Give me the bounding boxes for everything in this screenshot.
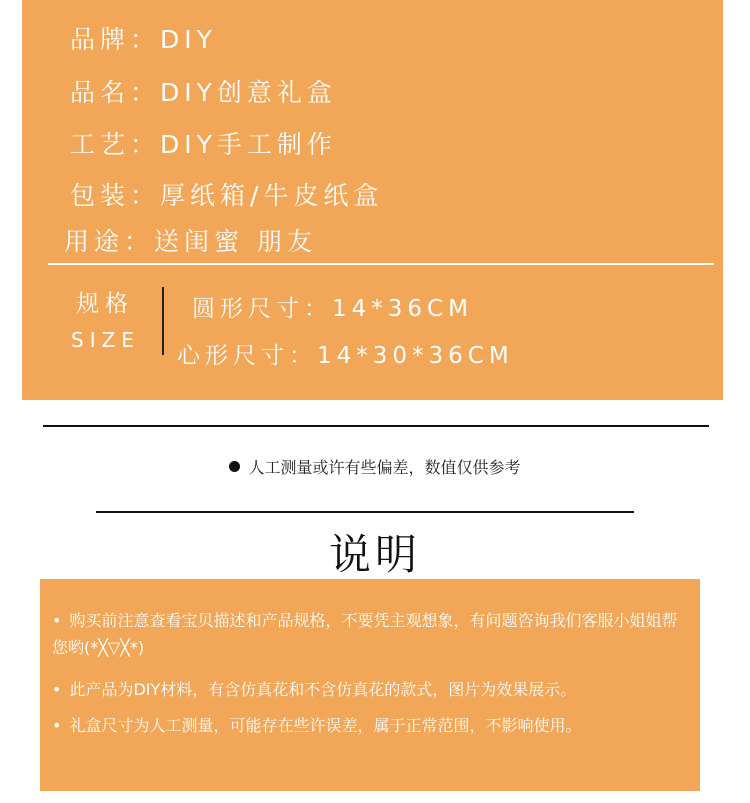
description-text: 此产品为DIY材料，有含仿真花和不含仿真花的款式，图片为效果展示。 bbox=[69, 680, 577, 699]
top-rule bbox=[43, 425, 709, 427]
bullet-dot-icon bbox=[229, 461, 240, 472]
bullet-icon: • bbox=[52, 680, 62, 699]
round-size-line: 圆形尺寸：14*36CM bbox=[192, 296, 473, 322]
description-panel bbox=[40, 579, 700, 791]
description-item bbox=[52, 607, 692, 661]
bullet-icon: • bbox=[52, 716, 62, 735]
usage-line: 用途：送闺蜜 朋友 bbox=[64, 227, 317, 256]
packaging-line: 包装：厚纸箱/牛皮纸盒 bbox=[70, 181, 384, 210]
craft-line: 工艺：DIY手工制作 bbox=[70, 130, 337, 159]
measurement-note bbox=[0, 455, 750, 478]
size-separator bbox=[162, 287, 164, 355]
size-label-cn: 规格 bbox=[76, 291, 134, 317]
description-text: 礼盒尺寸为人工测量，可能存在些许误差，属于正常范围，不影响使用。 bbox=[69, 716, 582, 735]
description-item bbox=[52, 712, 692, 739]
bullet-icon: • bbox=[52, 611, 62, 630]
section-heading: 说明 bbox=[328, 530, 421, 579]
middle-rule bbox=[96, 511, 634, 513]
spec-divider bbox=[48, 263, 714, 265]
spec-panel bbox=[22, 0, 723, 400]
product-name-line: 品名：DIY创意礼盒 bbox=[70, 78, 337, 107]
heart-size-line: 心形尺寸：14*30*36CM bbox=[177, 343, 514, 369]
brand-line: 品牌：DIY bbox=[70, 25, 217, 54]
measurement-note-text: 人工测量或许有些偏差，数值仅供参考 bbox=[248, 458, 521, 477]
size-label-en: SIZE bbox=[71, 328, 140, 352]
description-text: 购买前注意查看宝贝描述和产品规格，不要凭主观想象，有问题咨询我们客服小姐姐帮您哟(*╳▽╳*) bbox=[52, 611, 678, 657]
description-item bbox=[52, 676, 692, 703]
